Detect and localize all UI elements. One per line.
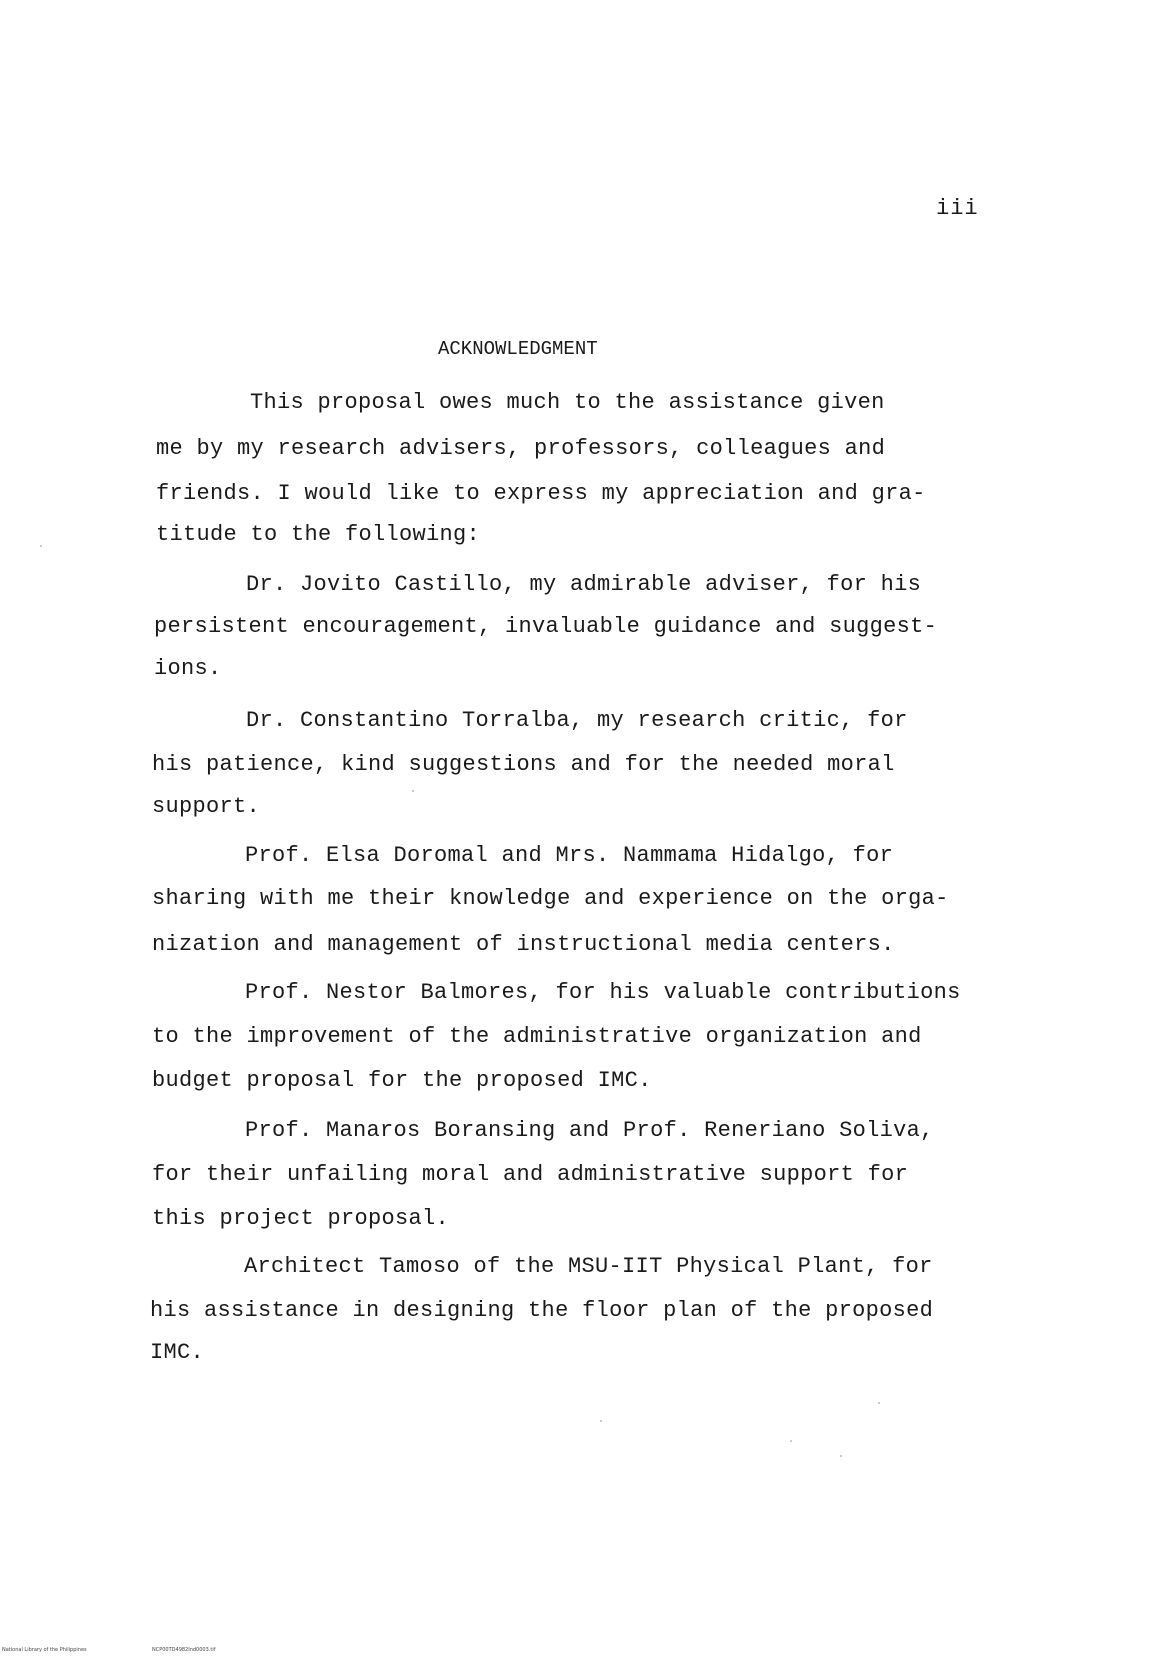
text-line: Prof. Elsa Doromal and Mrs. Nammama Hidalgo, for — [245, 843, 894, 868]
text-line: ions. — [154, 656, 222, 681]
text-line: titude to the following: — [156, 522, 481, 547]
text-line: Prof. Manaros Boransing and Prof. Reneriano Soliva, — [245, 1118, 934, 1143]
text-line: nization and management of instructional media centers. — [152, 932, 895, 957]
text-line: his assistance in designing the floor plan of the proposed — [150, 1298, 934, 1323]
page-number: iii — [936, 196, 979, 221]
text-line: support. — [152, 794, 261, 819]
text-line: Prof. Nestor Balmores, for his valuable contributions — [245, 980, 961, 1005]
text-line: friends. I would like to express my appreciation and gra- — [156, 481, 926, 506]
file-id-footer-label: NCP00TD4982Ind0003.tif — [152, 1647, 216, 1653]
scan-speck — [412, 790, 414, 792]
scan-speck — [840, 1455, 842, 1457]
text-line: This proposal owes much to the assistance given — [250, 390, 885, 415]
text-line: Dr. Constantino Torralba, my research critic, for — [246, 708, 908, 733]
scan-speck — [878, 1402, 880, 1404]
text-line: for their unfailing moral and administrative support for — [152, 1162, 909, 1187]
text-line: Architect Tamoso of the MSU-IIT Physical Plant, for — [244, 1254, 933, 1279]
text-line: budget proposal for the proposed IMC. — [152, 1068, 652, 1093]
text-line: Dr. Jovito Castillo, my admirable adviser, for his — [246, 572, 922, 597]
text-line: this project proposal. — [152, 1206, 450, 1231]
text-line: persistent encouragement, invaluable guidance and suggest- — [154, 614, 938, 639]
page-title: ACKNOWLEDGMENT — [438, 338, 598, 360]
text-line: IMC. — [150, 1340, 205, 1365]
text-line: sharing with me their knowledge and experience on the orga- — [152, 886, 949, 911]
scan-speck — [600, 1420, 602, 1422]
text-line: to the improvement of the administrative organization and — [152, 1024, 922, 1049]
text-line: his patience, kind suggestions and for the needed moral — [152, 752, 895, 777]
scan-speck — [790, 1440, 792, 1442]
library-footer-label: National Library of the Philippines — [2, 1647, 87, 1653]
text-line: me by my research advisers, professors, colleagues and — [156, 436, 886, 461]
scan-speck — [40, 545, 42, 547]
